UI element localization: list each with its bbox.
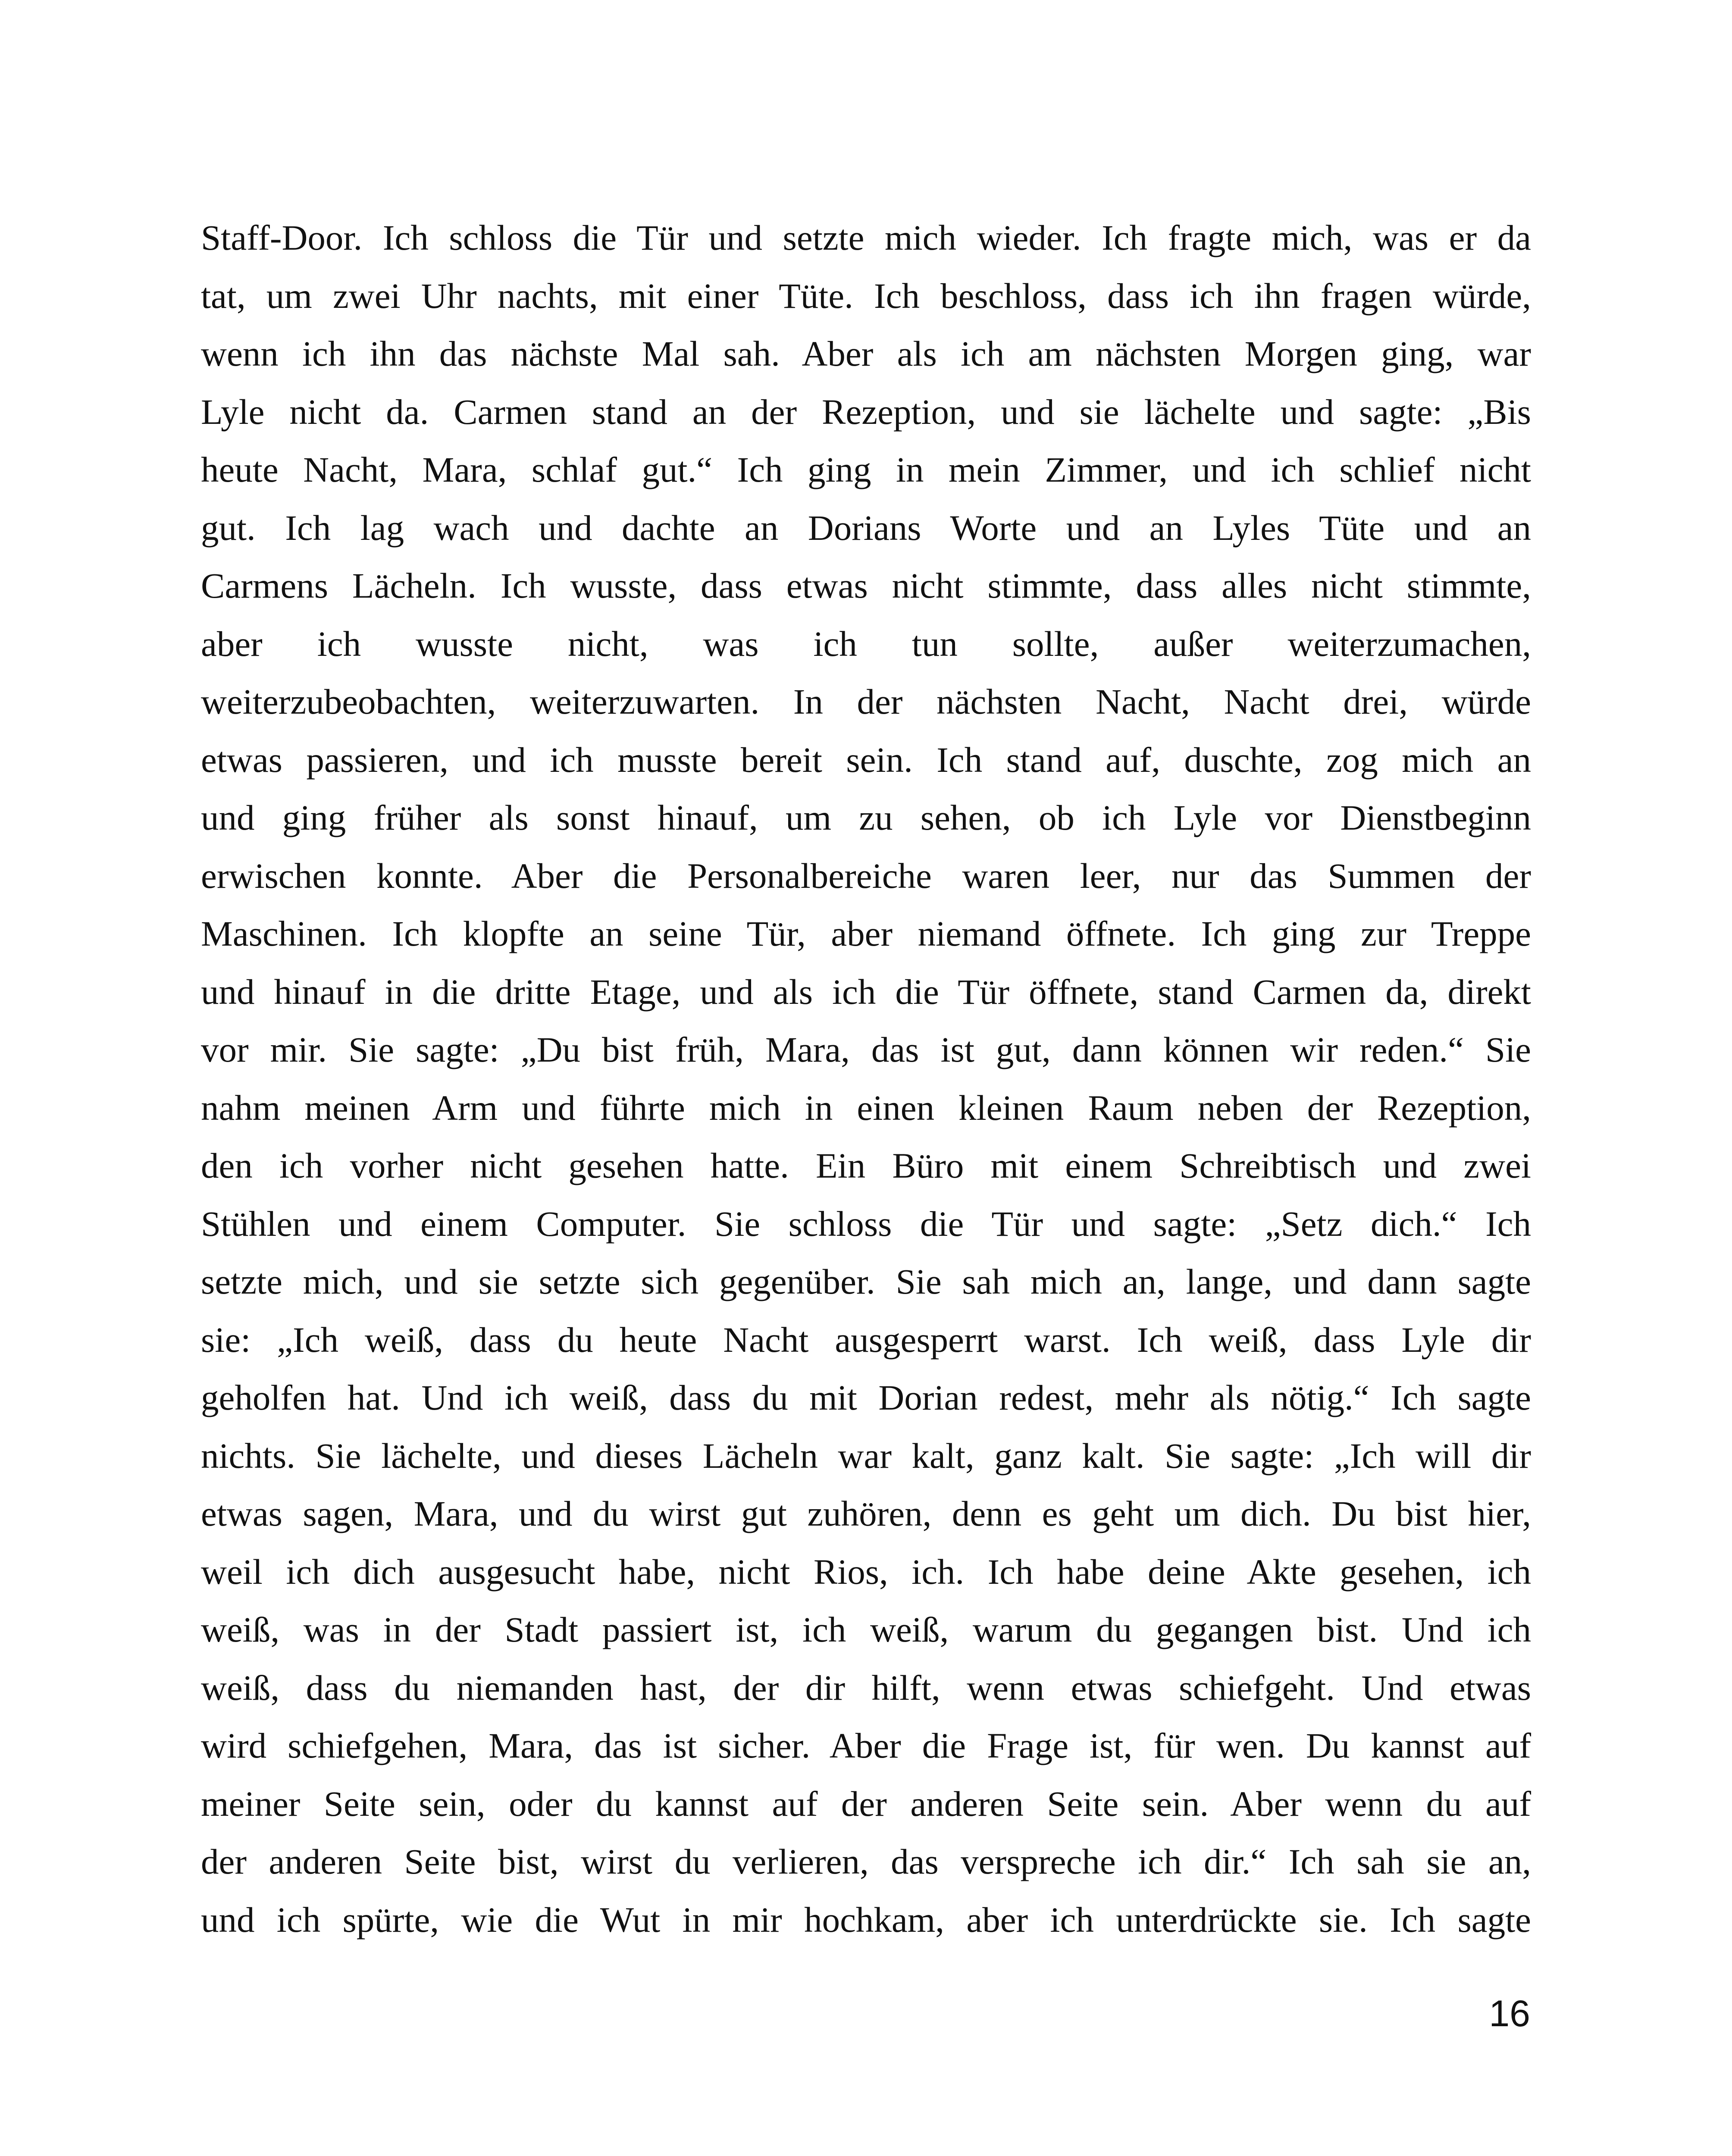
text-line: und hinauf in die dritte Etage, und als ich die Tür öffnete, stand Carmen da, direkt bbox=[201, 971, 1531, 1012]
text-line: erwischen konnte. Aber die Personalbereiche waren leer, nur das Summen der bbox=[201, 856, 1531, 896]
text-line: weiß, dass du niemanden hast, der dir hilft, wenn etwas schiefgeht. Und etwas bbox=[201, 1667, 1531, 1708]
text-line: der anderen Seite bist, wirst du verlieren, das verspreche ich dir.“ Ich sah sie an, bbox=[201, 1842, 1531, 1881]
text-line: nichts. Sie lächelte, und dieses Lächeln war kalt, ganz kalt. Sie sagte: „Ich will dir bbox=[201, 1435, 1531, 1476]
text-line: Lyle nicht da. Carmen stand an der Rezeption, und sie lächelte und sagte: „Bis bbox=[201, 392, 1531, 432]
text-line: wenn ich ihn das nächste Mal sah. Aber als ich am nächsten Morgen ging, war bbox=[201, 334, 1531, 373]
text-line: wird schiefgehen, Mara, das ist sicher. Aber die Frage ist, für wen. Du kannst auf bbox=[201, 1726, 1531, 1765]
text-line: Carmens Lächeln. Ich wusste, dass etwas nicht stimmte, dass alles nicht stimmte, bbox=[201, 566, 1531, 605]
text-line: tat, um zwei Uhr nachts, mit einer Tüte. Ich beschloss, dass ich ihn fragen würde, bbox=[201, 276, 1531, 316]
text-line: heute Nacht, Mara, schlaf gut.“ Ich ging in mein Zimmer, und ich schlief nicht bbox=[201, 450, 1531, 489]
text-line: Stühlen und einem Computer. Sie schloss die Tür und sagte: „Setz dich.“ Ich bbox=[201, 1203, 1531, 1244]
text-line: geholfen hat. Und ich weiß, dass du mit Dorian redest, mehr als nötig.“ Ich sagte bbox=[201, 1378, 1531, 1417]
text-line: gut. Ich lag wach und dachte an Dorians Worte und an Lyles Tüte und an bbox=[201, 508, 1531, 548]
text-line: nahm meinen Arm und führte mich in einen kleinen Raum neben der Rezeption, bbox=[201, 1087, 1531, 1128]
text-line: Staff-Door. Ich schloss die Tür und setzte mich wieder. Ich fragte mich, was er da bbox=[201, 218, 1531, 257]
text-line: weil ich dich ausgesucht habe, nicht Rios, ich. Ich habe deine Akte gesehen, ich bbox=[201, 1551, 1531, 1592]
text-line: vor mir. Sie sagte: „Du bist früh, Mara, das ist gut, dann können wir reden.“ Sie bbox=[201, 1030, 1531, 1069]
text-line: und ich spürte, wie die Wut in mir hochkam, aber ich unterdrückte sie. Ich sagte bbox=[201, 1899, 1531, 1940]
text-line: meiner Seite sein, oder du kannst auf der anderen Seite sein. Aber wenn du auf bbox=[201, 1783, 1531, 1824]
text-line: sie: „Ich weiß, dass du heute Nacht ausgesperrt warst. Ich weiß, dass Lyle dir bbox=[201, 1319, 1531, 1360]
text-line: Maschinen. Ich klopfte an seine Tür, aber niemand öffnete. Ich ging zur Treppe bbox=[201, 914, 1531, 953]
text-line: weiterzubeobachten, weiterzuwarten. In der nächsten Nacht, Nacht drei, würde bbox=[201, 682, 1531, 721]
text-line: etwas passieren, und ich musste bereit sein. Ich stand auf, duschte, zog mich an bbox=[201, 740, 1531, 780]
page-number: 16 bbox=[1489, 1993, 1530, 2034]
text-line: und ging früher als sonst hinauf, um zu sehen, ob ich Lyle vor Dienstbeginn bbox=[201, 798, 1531, 837]
text-line: den ich vorher nicht gesehen hatte. Ein Büro mit einem Schreibtisch und zwei bbox=[201, 1146, 1531, 1185]
text-line: setzte mich, und sie setzte sich gegenüber. Sie sah mich an, lange, und dann sagte bbox=[201, 1262, 1531, 1301]
body-text bbox=[201, 209, 1531, 1949]
text-line: weiß, was in der Stadt passiert ist, ich weiß, warum du gegangen bist. Und ich bbox=[201, 1610, 1531, 1649]
text-line: etwas sagen, Mara, und du wirst gut zuhören, denn es geht um dich. Du bist hier, bbox=[201, 1494, 1531, 1533]
text-line: aber ich wusste nicht, was ich tun sollte, außer weiterzumachen, bbox=[201, 624, 1531, 664]
